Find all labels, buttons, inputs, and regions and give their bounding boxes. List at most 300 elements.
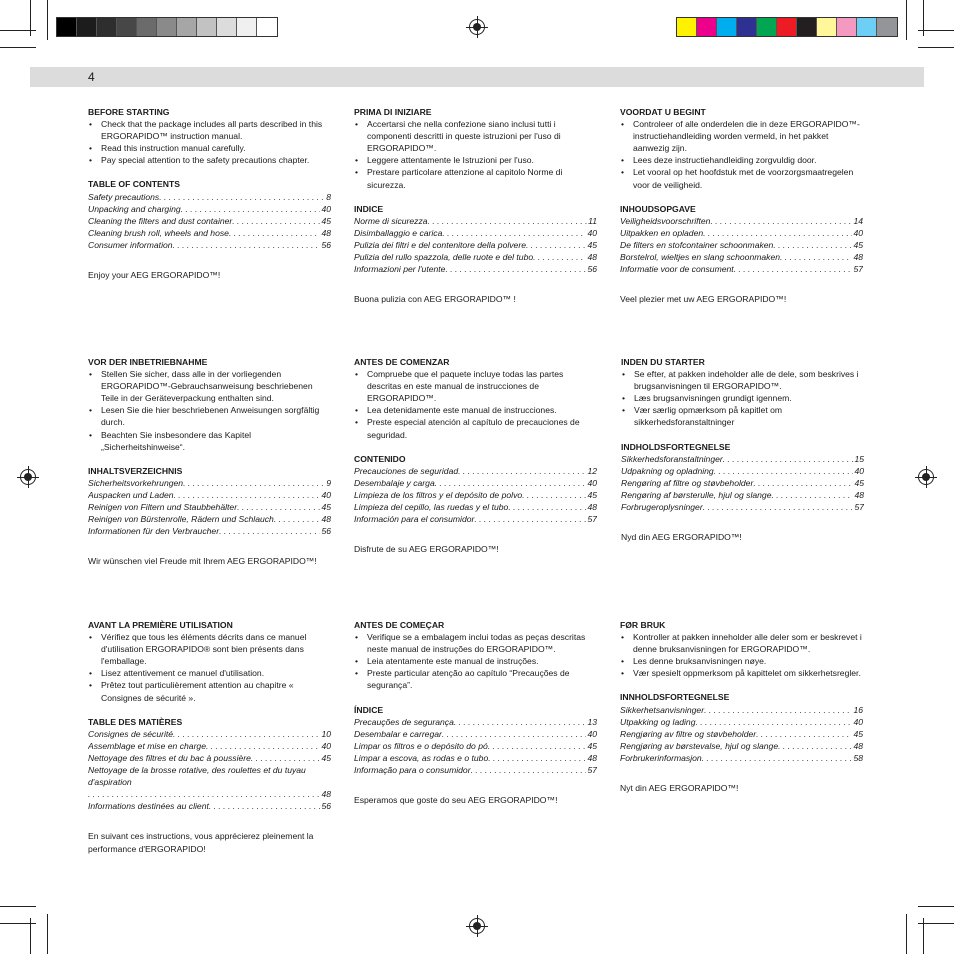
list-item: • Compruebe que el paquete incluye todas las partes descritas en este manual de instrucciones de ERGORAPIDO™.: [354, 368, 597, 404]
toc-page-number: 45: [587, 740, 597, 751]
toc-leader-dots: [173, 728, 320, 740]
toc-page-number: 15: [854, 453, 864, 464]
list-item: • Les denne bruksanvisningen nøye.: [620, 655, 863, 667]
list-item: • Pay special attention to the safety precautions chapter.: [88, 154, 331, 166]
toc-heading: INNHOLDSFORTEGNELSE: [620, 692, 730, 703]
toc-page-number: 45: [321, 752, 331, 763]
toc-entry-title: Limpieza del cepillo, las ruedas y el tubo: [354, 502, 509, 513]
toc-leader-dots: [232, 215, 320, 227]
toc-leader-dots: [714, 465, 854, 477]
list-item: • Vérifiez que tous les éléments décrits dans ce manuel d'utilisation ERGORAPIDO® sont bien présents dans l'emballage.: [88, 631, 331, 667]
toc-page-number: 45: [854, 477, 864, 488]
toc-entry-title: Sikkerhedsforanstaltninger: [621, 453, 723, 464]
toc-entry-title: Precauções de segurança: [354, 716, 454, 727]
registration-mark-icon: [469, 918, 485, 934]
toc-entry-title: Desembalaje y carga: [354, 477, 435, 488]
section-da: [621, 356, 864, 543]
toc-entry-title: Desembalar e carregar: [354, 728, 442, 739]
toc-leader-dots: [159, 191, 325, 203]
toc-entry[interactable]: [620, 215, 863, 227]
toc-heading: ÍNDICE: [354, 704, 384, 715]
color-swatch: [77, 18, 97, 36]
toc-page-number: 45: [587, 239, 597, 250]
toc-page-number: 48: [853, 740, 863, 751]
toc-leader-dots: [723, 453, 854, 465]
list-item: • Beachten Sie insbesondere das Kapitel „Sicherheitshinweise“.: [88, 429, 331, 453]
toc-leader-dots: [488, 752, 586, 764]
toc-leader-dots: [703, 227, 852, 239]
toc-entry[interactable]: [88, 191, 331, 203]
toc-leader-dots: [445, 263, 586, 275]
page-number: 4: [88, 70, 95, 84]
toc-entry-title: Disimballaggio e carica: [354, 227, 443, 238]
color-swatch: [757, 18, 777, 36]
toc-entry[interactable]: [88, 752, 331, 764]
toc-entry[interactable]: [88, 239, 331, 251]
toc-entry[interactable]: [354, 716, 597, 728]
toc-page-number: 48: [853, 252, 863, 263]
toc-leader-dots: [696, 716, 853, 728]
list-item: • Prestare particolare attenzione al capitolo Norme di sicurezza.: [354, 166, 597, 190]
table-of-contents: [354, 716, 597, 776]
closing-text: Disfrute de su AEG ERGORAPIDO™!: [354, 544, 499, 555]
toc-entry-title: Limpieza de los filtros y el depósito de polvo: [354, 489, 523, 500]
toc-entry[interactable]: [354, 513, 597, 525]
section-pt: [354, 619, 597, 806]
crop-mark: [918, 47, 954, 48]
table-of-contents: [620, 215, 863, 275]
toc-entry[interactable]: [354, 239, 597, 251]
instruction-list: [88, 368, 331, 453]
toc-entry-title: Borstelrol, wieltjes en slang schoonmaken: [620, 252, 781, 263]
crop-mark: [918, 906, 954, 907]
closing-text: Buona pulizia con AEG ERGORAPIDO™ !: [354, 294, 516, 305]
toc-page-number: 40: [587, 477, 597, 488]
toc-entry-title: Forbrugeroplysninger: [621, 502, 703, 513]
section-no: [620, 619, 863, 794]
toc-leader-dots: [508, 501, 586, 513]
toc-heading: INDICE: [354, 203, 384, 214]
toc-entry[interactable]: [88, 489, 331, 501]
toc-page-number: 40: [587, 728, 597, 739]
grayscale-color-bar: [56, 17, 278, 37]
toc-leader-dots: [428, 215, 588, 227]
toc-leader-dots: [229, 227, 321, 239]
toc-entry[interactable]: [354, 227, 597, 239]
crop-mark: [0, 30, 36, 31]
toc-page-number: 11: [588, 215, 597, 226]
closing-text: Nyt din AEG ERGORAPIDO™!: [620, 783, 739, 794]
closing-text: En suivant ces instructions, vous apprécierez pleinement la performance d'ERGORAPIDO!: [88, 831, 314, 854]
toc-entry-title: Veiligheidsvoorschriften: [620, 215, 711, 226]
toc-entry-title: Sikkerhetsanvisninger: [620, 704, 705, 715]
toc-entry[interactable]: [620, 263, 863, 275]
toc-entry[interactable]: [354, 263, 597, 275]
toc-heading: INHALTSVERZEICHNIS: [88, 465, 183, 476]
toc-entry-title: Rengjøring av børstevalse, hjul og slange: [620, 740, 779, 751]
table-of-contents: [88, 191, 331, 251]
table-of-contents: [354, 465, 597, 525]
toc-page-number: 40: [854, 465, 864, 476]
toc-page-number: 48: [587, 252, 597, 263]
crop-mark: [918, 30, 954, 31]
toc-entry-title: Informations destinées au client: [88, 801, 209, 812]
instruction-list: [88, 118, 331, 166]
toc-page-number: 40: [853, 716, 863, 727]
toc-entry[interactable]: [354, 465, 597, 477]
toc-leader-dots: [174, 489, 321, 501]
toc-entry-title: Información para el consumidor: [354, 514, 475, 525]
toc-leader-dots: [780, 251, 852, 263]
list-item: • Verifique se a embalagem inclui todas as peças descritas neste manual de instruções do ERGORAPIDO™.: [354, 631, 597, 655]
toc-entry-title: Rengjøring av filtre og støvbeholder: [620, 728, 757, 739]
toc-leader-dots: [778, 740, 852, 752]
toc-page-number: 48: [854, 489, 864, 500]
section-heading: FØR BRUK: [620, 620, 666, 630]
toc-page-number: 56: [587, 264, 597, 275]
toc-entry-title: Utpakking og lading: [620, 716, 696, 727]
color-swatch: [97, 18, 117, 36]
list-item: • Prêtez tout particulièrement attention au chapitre « Consignes de sécurité ».: [88, 679, 331, 703]
toc-entry-title: Pulizia del rullo spazzola, delle ruote e del tubo: [354, 252, 534, 263]
closing-text: Wir wünschen viel Freude mit Ihrem AEG ERGORAPIDO™!: [88, 556, 317, 567]
color-swatch: [217, 18, 237, 36]
toc-entry-title: Nettoyage des filtres et du bac à poussière: [88, 752, 251, 763]
toc-leader-dots: [458, 465, 586, 477]
toc-leader-dots: [704, 704, 852, 716]
toc-entry[interactable]: [88, 525, 331, 537]
toc-entry[interactable]: [621, 501, 864, 513]
toc-page-number: 48: [587, 502, 597, 513]
section-en: [88, 106, 331, 281]
toc-leader-dots: [771, 489, 853, 501]
section-heading: AVANT LA PREMIÈRE UTILISATION: [88, 620, 233, 630]
toc-page-number: 12: [587, 465, 597, 476]
section-heading: PRIMA DI INIZIARE: [354, 107, 432, 117]
toc-entry-title: Informatie voor de consument: [620, 264, 734, 275]
header-band: [30, 67, 924, 87]
toc-entry-title: Sicherheitsvorkehrungen: [88, 477, 184, 488]
toc-page-number: 40: [321, 740, 331, 751]
toc-heading: TABLE OF CONTENTS: [88, 179, 180, 190]
closing-text: Nyd din AEG ERGORAPIDO™!: [621, 532, 742, 543]
toc-entry[interactable]: [621, 465, 864, 477]
toc-entry-title: Safety precautions: [88, 191, 160, 202]
toc-entry[interactable]: [621, 489, 864, 501]
toc-entry-title: Precauciones de seguridad: [354, 465, 459, 476]
toc-heading: INHOUDSOPGAVE: [620, 203, 696, 214]
color-swatch: [137, 18, 157, 36]
toc-heading: CONTENIDO: [354, 453, 406, 464]
toc-page-number: 40: [321, 489, 331, 500]
toc-entry[interactable]: [88, 800, 331, 812]
toc-entry-title: Reinigen von Bürstenrolle, Rädern und Schlauch: [88, 514, 274, 525]
toc-entry-title: Reinigen von Filtern und Staubbehälter: [88, 502, 238, 513]
color-swatch: [877, 18, 897, 36]
color-swatch: [117, 18, 137, 36]
toc-leader-dots: [734, 263, 853, 275]
color-swatch: [777, 18, 797, 36]
registration-mark-icon: [469, 19, 485, 35]
instruction-list: [88, 631, 331, 704]
list-item: • Lees deze instructiehandleiding zorgvuldig door.: [620, 154, 863, 166]
toc-leader-dots: [237, 501, 320, 513]
section-fr: [88, 619, 331, 855]
list-item: • Preste particular atenção ao capítulo “Precauções de segurança”.: [354, 667, 597, 691]
crop-mark: [906, 0, 907, 40]
instruction-list: [621, 368, 864, 428]
toc-page-number: 45: [853, 728, 863, 739]
toc-entry-title: Uitpakken en opladen: [620, 227, 704, 238]
toc-entry-title: Rengøring af børsterulle, hjul og slange: [621, 489, 772, 500]
list-item: • Leia atentamente este manual de instruções.: [354, 655, 597, 667]
toc-leader-dots: [251, 752, 321, 764]
toc-page-number: 58: [853, 752, 863, 763]
toc-entry[interactable]: [88, 513, 331, 525]
list-item: • Lesen Sie die hier beschriebenen Anweisungen sorgfältig durch.: [88, 404, 331, 428]
color-swatch: [817, 18, 837, 36]
closing-text: Enjoy your AEG ERGORAPIDO™!: [88, 270, 221, 281]
instruction-list: [620, 631, 863, 679]
color-swatch: [157, 18, 177, 36]
table-of-contents: [354, 215, 597, 275]
toc-entry[interactable]: [88, 227, 331, 239]
toc-leader-dots: [533, 251, 586, 263]
toc-entry[interactable]: [620, 704, 863, 716]
toc-entry-title: Limpar a escova, as rodas e o tubo: [354, 752, 489, 763]
toc-entry[interactable]: [621, 477, 864, 489]
crop-mark: [47, 914, 48, 954]
toc-entry-title: Norme di sicurezza: [354, 215, 428, 226]
toc-entry[interactable]: [354, 251, 597, 263]
toc-heading: TABLE DES MATIÈRES: [88, 716, 183, 727]
toc-page-number: 48: [587, 752, 597, 763]
toc-page-number: 8: [326, 191, 331, 202]
section-heading: INDEN DU STARTER: [621, 357, 705, 367]
toc-entry[interactable]: [620, 752, 863, 764]
color-swatch: [237, 18, 257, 36]
list-item: • Check that the package includes all parts described in this ERGORAPIDO™ instruction manual.: [88, 118, 331, 142]
registration-mark-icon: [918, 469, 934, 485]
toc-entry[interactable]: [621, 453, 864, 465]
list-item: • Vær spesielt oppmerksom på kapittelet om sikkerhetsregler.: [620, 667, 863, 679]
toc-page-number: 48: [321, 514, 331, 525]
toc-leader-dots: [773, 239, 852, 251]
toc-page-number: 10: [321, 728, 331, 739]
section-heading: ANTES DE COMENZAR: [354, 357, 450, 367]
color-swatch: [257, 18, 277, 36]
toc-leader-dots: [183, 477, 325, 489]
toc-leader-dots: [702, 752, 853, 764]
toc-page-number: 57: [587, 765, 597, 776]
toc-page-number: 16: [853, 704, 863, 715]
toc-entry-title: De filters en stofcontainer schoonmaken: [620, 239, 774, 250]
toc-leader-dots: [219, 525, 320, 537]
toc-entry-title: Informação para o consumidor: [354, 765, 471, 776]
process-color-bar: [676, 17, 898, 37]
section-heading: VOR DER INBETRIEBNAHME: [88, 357, 208, 367]
toc-entry-title: Consumer information: [88, 239, 173, 250]
list-item: • Accertarsi che nella confezione siano inclusi tutti i componenti descritti in queste istruzioni per l'uso di ERGORAPIDO™.: [354, 118, 597, 154]
list-item: • Kontroller at pakken inneholder alle deler som er beskrevet i denne bruksanvisningen for ERGORAPIDO™.: [620, 631, 863, 655]
toc-page-number: 56: [321, 526, 331, 537]
toc-entry[interactable]: [88, 728, 331, 740]
toc-leader-dots: [488, 740, 587, 752]
list-item: • Se efter, at pakken indeholder alle de dele, som beskrives i brugsanvisningen til ERGORAPIDO™.: [621, 368, 864, 392]
crop-mark: [0, 906, 36, 907]
toc-entry[interactable]: [620, 716, 863, 728]
section-heading: BEFORE STARTING: [88, 107, 170, 117]
color-swatch: [717, 18, 737, 36]
crop-mark: [47, 0, 48, 40]
section-es: [354, 356, 597, 555]
list-item: • Stellen Sie sicher, dass alle in der vorliegenden ERGORAPIDO™-Gebrauchsanweisung beschriebenen Teile in der Geräteverpackung enthalten sind.: [88, 368, 331, 404]
toc-entry[interactable]: [354, 501, 597, 513]
toc-leader-dots: [522, 489, 586, 501]
toc-leader-dots: [173, 239, 321, 251]
section-heading: ANTES DE COMEÇAR: [354, 620, 445, 630]
toc-leader-dots: [753, 477, 853, 489]
toc-leader-dots: [181, 203, 321, 215]
toc-leader-dots: [703, 501, 854, 513]
toc-page-number: 9: [326, 477, 331, 488]
toc-entry-title: Unpacking and charging: [88, 203, 181, 214]
toc-leader-dots: [435, 477, 587, 489]
color-swatch: [177, 18, 197, 36]
toc-entry[interactable]: [620, 251, 863, 263]
color-swatch: [57, 18, 77, 36]
toc-entry-title: Udpakning og opladning: [621, 465, 714, 476]
crop-mark: [906, 914, 907, 954]
crop-mark: [0, 47, 36, 48]
color-swatch: [837, 18, 857, 36]
toc-leader-dots: [442, 728, 587, 740]
toc-entry[interactable]: [354, 740, 597, 752]
table-of-contents: [88, 477, 331, 537]
toc-entry-title: Consignes de sécurité: [88, 728, 174, 739]
crop-mark: [918, 923, 954, 924]
toc-leader-dots: [88, 788, 320, 800]
section-heading: VOORDAT U BEGINT: [620, 107, 706, 117]
color-swatch: [677, 18, 697, 36]
toc-leader-dots: [442, 227, 586, 239]
instruction-list: [354, 631, 597, 691]
toc-entry-title: Rengøring af filtre og støvbeholder: [621, 477, 754, 488]
toc-page-number: 57: [587, 514, 597, 525]
crop-mark: [0, 923, 36, 924]
toc-entry[interactable]: [620, 728, 863, 740]
toc-leader-dots: [209, 800, 321, 812]
toc-page-number: 48: [321, 227, 331, 238]
toc-leader-dots: [474, 513, 586, 525]
color-swatch: [737, 18, 757, 36]
instruction-list: [620, 118, 863, 191]
color-swatch: [197, 18, 217, 36]
list-item: • Controleer of alle onderdelen die in deze ERGORAPIDO™-instructiehandleiding worden vermeld, in het pakket aanwezig zijn.: [620, 118, 863, 154]
toc-entry-title: Cleaning brush roll, wheels and hose: [88, 227, 229, 238]
section-it: [354, 106, 597, 305]
toc-page-number: 56: [321, 801, 331, 812]
table-of-contents: [88, 728, 331, 813]
toc-page-number: 45: [321, 502, 331, 513]
list-item: • Leggere attentamente le Istruzioni per l'uso.: [354, 154, 597, 166]
toc-entry-title: Limpar os filtros e o depósito do pó: [354, 740, 488, 751]
color-swatch: [857, 18, 877, 36]
closing-text: Esperamos que goste do seu AEG ERGORAPIDO™!: [354, 795, 558, 806]
toc-entry[interactable]: [88, 764, 331, 800]
table-of-contents: [620, 704, 863, 764]
toc-entry[interactable]: [620, 239, 863, 251]
toc-page-number: 45: [853, 239, 863, 250]
closing-text: Veel plezier met uw AEG ERGORAPIDO™!: [620, 294, 787, 305]
toc-entry[interactable]: [620, 740, 863, 752]
toc-entry[interactable]: [354, 728, 597, 740]
toc-entry[interactable]: [354, 477, 597, 489]
toc-entry-title: Forbrukerinformasjon: [620, 752, 702, 763]
instruction-list: [354, 118, 597, 191]
toc-leader-dots: [710, 215, 852, 227]
color-swatch: [697, 18, 717, 36]
toc-entry-title: Auspacken und Laden: [88, 489, 174, 500]
toc-entry[interactable]: [620, 227, 863, 239]
list-item: • Lea detenidamente este manual de instrucciones.: [354, 404, 597, 416]
list-item: • Læs brugsanvisningen grundigt igennem.: [621, 392, 864, 404]
toc-entry[interactable]: [88, 501, 331, 513]
toc-leader-dots: [471, 764, 587, 776]
toc-page-number: 45: [321, 215, 331, 226]
toc-entry-title: Assemblage et mise en charge: [88, 740, 206, 751]
toc-entry[interactable]: [354, 764, 597, 776]
toc-page-number: 14: [853, 215, 863, 226]
list-item: • Lisez attentivement ce manuel d'utilisation.: [88, 667, 331, 679]
toc-entry[interactable]: [354, 215, 597, 227]
toc-page-number: 13: [587, 716, 597, 727]
toc-page-number: 56: [321, 239, 331, 250]
section-nl: [620, 106, 863, 305]
toc-leader-dots: [756, 728, 852, 740]
toc-page-number: 40: [587, 227, 597, 238]
toc-entry[interactable]: [354, 752, 597, 764]
table-of-contents: [621, 453, 864, 513]
toc-entry-title: Pulizia dei filtri e del contenitore della polvere: [354, 239, 526, 250]
toc-page-number: 45: [587, 489, 597, 500]
toc-leader-dots: [206, 740, 320, 752]
toc-entry[interactable]: [88, 477, 331, 489]
list-item: • Preste especial atención al capítulo de precauciones de seguridad.: [354, 416, 597, 440]
instruction-list: [354, 368, 597, 441]
toc-leader-dots: [526, 239, 586, 251]
toc-entry[interactable]: [88, 215, 331, 227]
toc-entry-title: Informationen für den Verbraucher: [88, 526, 220, 537]
toc-heading: INDHOLDSFORTEGNELSE: [621, 441, 731, 452]
section-de: [88, 356, 331, 567]
list-item: • Vær særlig opmærksom på kapitlet om sikkerhedsforanstaltninger: [621, 404, 864, 428]
toc-page-number: 40: [853, 227, 863, 238]
toc-page-number: 48: [321, 789, 331, 800]
registration-mark-icon: [20, 469, 36, 485]
toc-entry-title: Cleaning the filters and dust container: [88, 215, 233, 226]
toc-entry[interactable]: [354, 489, 597, 501]
color-swatch: [797, 18, 817, 36]
toc-entry-title: Nettoyage de la brosse rotative, des roulettes et du tuyau d'aspiration: [88, 765, 306, 788]
toc-leader-dots: [454, 716, 587, 728]
toc-entry[interactable]: [88, 740, 331, 752]
toc-entry[interactable]: [88, 203, 331, 215]
toc-page-number: 40: [321, 203, 331, 214]
toc-page-number: 57: [853, 264, 863, 275]
list-item: • Let vooral op het hoofdstuk met de voorzorgsmaatregelen voor de veiligheid.: [620, 166, 863, 190]
toc-leader-dots: [274, 513, 321, 525]
